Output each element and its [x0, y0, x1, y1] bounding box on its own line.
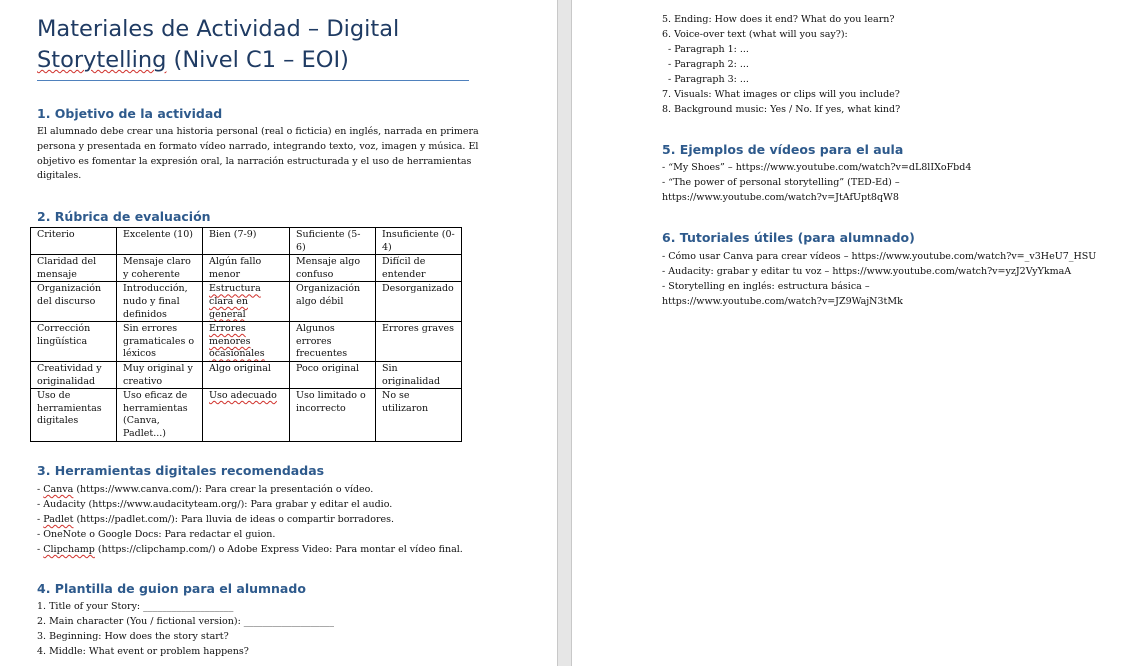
tool-description: (https://www.audacityteam.org/): Para grabar y editar el audio.	[85, 499, 393, 510]
ejemplos-list	[662, 160, 971, 205]
plantilla-list	[37, 599, 334, 659]
tool-name: Canva	[43, 484, 74, 495]
rubric-cell: Sin originalidad	[376, 361, 462, 388]
heading-herramientas: 3. Herramientas digitales recomendadas	[37, 463, 325, 478]
heading-rubrica: 2. Rúbrica de evaluación	[37, 209, 211, 224]
rubric-cell: Errores graves	[376, 322, 462, 362]
tool-name: Audacity	[43, 499, 86, 510]
list-item: - OneNote o Google Docs: Para redactar el guion.	[37, 529, 276, 540]
heading-objetivo: 1. Objetivo de la actividad	[37, 106, 223, 121]
rubric-cell: Desorganizado	[376, 282, 462, 322]
title-line-1: Materiales de Actividad – Digital	[37, 16, 400, 42]
tool-name: Clipchamp	[43, 544, 95, 555]
list-item: - “The power of personal storytelling” (TED-Ed) –	[662, 177, 900, 188]
tool-description: : Para redactar el guion.	[158, 529, 276, 540]
rubric-cell: Algunos errores frecuentes	[290, 322, 376, 362]
document-page-1[interactable]	[0, 0, 557, 666]
heading-ejemplos: 5. Ejemplos de vídeos para el aula	[662, 142, 904, 157]
objetivo-line: digitales.	[37, 170, 82, 182]
rubric-cell: Uso limitado o incorrecto	[290, 389, 376, 441]
rubric-cell: Algún fallo menor	[203, 255, 290, 282]
list-item: 8. Background music: Yes / No. If yes, what kind?	[662, 104, 901, 115]
list-item: 4. Middle: What event or problem happens?	[37, 646, 249, 657]
list-item: - Clipchamp (https://clipchamp.com/) o Adobe Express Video: Para montar el vídeo final.	[37, 544, 463, 555]
rubric-cell: Estructura clara en general	[203, 282, 290, 322]
tool-description: (https://padlet.com/): Para lluvia de ideas o compartir borradores.	[73, 514, 395, 525]
rubric-cell: Introducción, nudo y final definidos	[117, 282, 203, 322]
herramientas-list	[37, 482, 463, 557]
list-item: 6. Voice-over text (what will you say?):	[662, 29, 848, 40]
objetivo-line: objetivo es fomentar la expresión oral, la narración estructurada y el uso de herramientas	[37, 155, 472, 167]
rubric-cell: Corrección lingüística	[31, 322, 117, 362]
objetivo-paragraph	[37, 125, 477, 184]
rubric-row	[31, 361, 462, 388]
rubric-cell: Mensaje algo confuso	[290, 255, 376, 282]
list-item: - Padlet (https://padlet.com/): Para lluvia de ideas o compartir borradores.	[37, 514, 395, 525]
rubric-cell: Sin errores gramaticales o léxicos	[117, 322, 203, 362]
rubric-cell: Claridad del mensaje	[31, 255, 117, 282]
rubric-header-cell: Bien (7-9)	[203, 228, 290, 255]
rubric-cell: Errores menores ocasionales	[203, 322, 290, 362]
objetivo-line: persona y presentada en formato vídeo narrado, integrando texto, voz, imagen y música. El	[37, 140, 479, 152]
rubric-cell: Muy original y creativo	[117, 361, 203, 388]
tool-description: (https://www.canva.com/): Para crear la presentación o vídeo.	[73, 484, 374, 495]
tool-name: Padlet	[43, 514, 74, 525]
list-item: - Paragraph 1: ...	[662, 44, 749, 55]
list-item: 1. Title of your Story: ___________________	[37, 601, 234, 612]
list-item: - Cómo usar Canva para crear vídeos – https://www.youtube.com/watch?v=_v3HeU7_HSU	[662, 251, 1097, 262]
rubric-cell: Uso de herramientas digitales	[31, 389, 117, 441]
list-item: https://www.youtube.com/watch?v=JtAfUpt8qW8	[662, 192, 899, 203]
document-page-2[interactable]	[572, 0, 1125, 666]
objetivo-line: El alumnado debe crear una historia personal (real o ficticia) en inglés, narrada en primera	[37, 126, 479, 137]
rubric-row	[31, 322, 462, 362]
rubric-header-cell: Suficiente (5-6)	[290, 228, 376, 255]
list-item: - Canva (https://www.canva.com/): Para crear la presentación o vídeo.	[37, 484, 374, 495]
rubric-cell: No se utilizaron	[376, 389, 462, 441]
list-item: 5. Ending: How does it end? What do you learn?	[662, 14, 895, 25]
title-line-2-rest: (Nivel C1 – EOI)	[166, 47, 349, 73]
rubric-header-row	[31, 228, 462, 255]
list-item: - Paragraph 3: ...	[662, 74, 749, 85]
rubric-row	[31, 389, 462, 441]
title-word-storytelling: Storytelling	[37, 47, 167, 73]
list-item: 2. Main character (You / fictional version): ___________________	[37, 616, 335, 627]
page-gutter	[557, 0, 572, 666]
list-item: - Storytelling en inglés: estructura básica –	[662, 281, 870, 292]
rubric-row	[31, 282, 462, 322]
list-item: - Audacity: grabar y editar tu voz – https://www.youtube.com/watch?v=yzJ2VyYkmaA	[662, 266, 1072, 277]
list-item: - Paragraph 2: ...	[662, 59, 749, 70]
rubric-cell: Poco original	[290, 361, 376, 388]
list-item: 3. Beginning: How does the story start?	[37, 631, 229, 642]
rubric-cell: Mensaje claro y coherente	[117, 255, 203, 282]
rubric-table	[30, 227, 462, 442]
rubric-cell: Algo original	[203, 361, 290, 388]
tutoriales-list	[662, 249, 1096, 309]
list-item: - “My Shoes” – https://www.youtube.com/watch?v=dL8lIXoFbd4	[662, 162, 972, 173]
tool-description: (https://clipchamp.com/) o Adobe Express Video: Para montar el vídeo final.	[94, 544, 463, 555]
rubric-cell: Organización algo débil	[290, 282, 376, 322]
list-item: 7. Visuals: What images or clips will you include?	[662, 89, 900, 100]
title-underline-rule	[37, 80, 469, 81]
list-item: - Audacity (https://www.audacityteam.org/): Para grabar y editar el audio.	[37, 499, 393, 510]
rubric-cell: Uso adecuado	[203, 389, 290, 441]
rubric-header-cell: Insuficiente (0-4)	[376, 228, 462, 255]
rubric-header-cell: Excelente (10)	[117, 228, 203, 255]
list-item: https://www.youtube.com/watch?v=JZ9WajN3tMk	[662, 296, 903, 307]
rubric-row	[31, 255, 462, 282]
rubric-header-cell: Criterio	[31, 228, 117, 255]
rubric-cell: Organización del discurso	[31, 282, 117, 322]
document-title	[37, 14, 477, 76]
rubric-cell: Creatividad y originalidad	[31, 361, 117, 388]
heading-tutoriales: 6. Tutoriales útiles (para alumnado)	[662, 230, 915, 245]
plantilla-continued-list	[662, 12, 900, 117]
rubric-cell: Difícil de entender	[376, 255, 462, 282]
heading-plantilla: 4. Plantilla de guion para el alumnado	[37, 581, 306, 596]
tool-name: OneNote o Google Docs	[43, 529, 159, 540]
rubric-cell: Uso eficaz de herramientas (Canva, Padlet...)	[117, 389, 203, 441]
